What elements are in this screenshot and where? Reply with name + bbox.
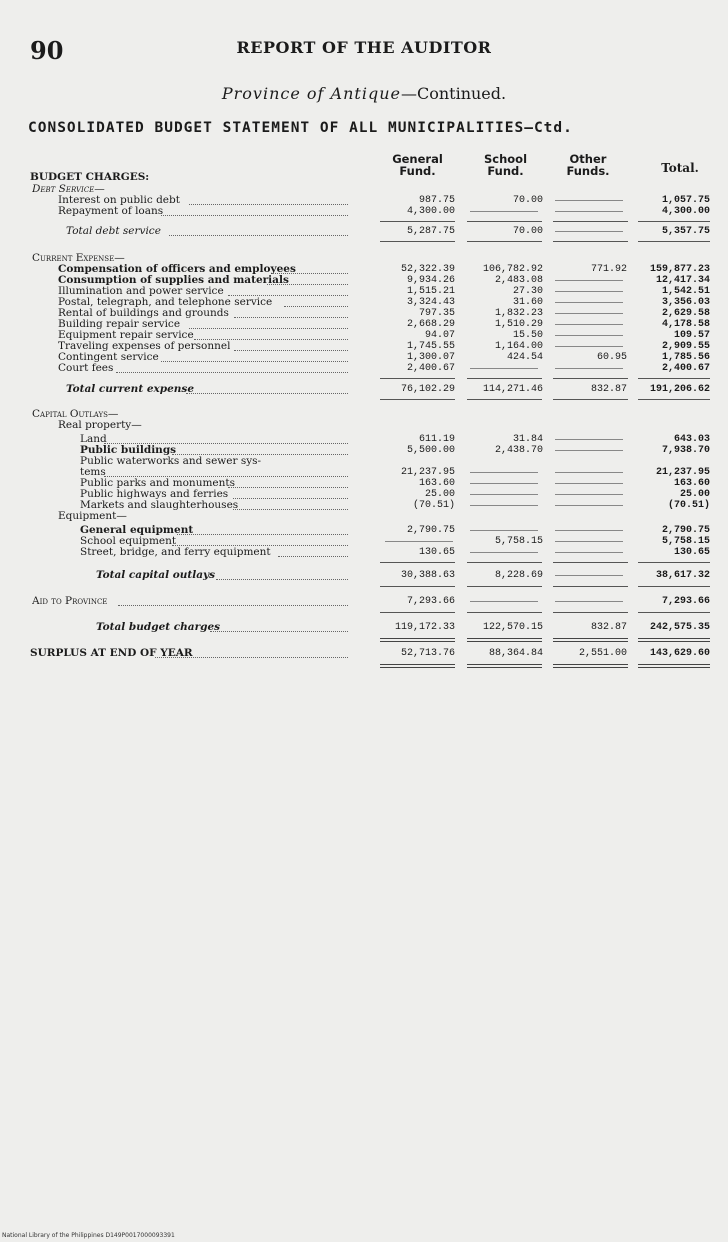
equipment-heading-label: Equipment— <box>58 511 127 522</box>
table-heading: CONSOLIDATED BUDGET STATEMENT OF ALL MUNICIPALITIES—Ctd. <box>28 120 573 136</box>
debt-service-row-1-leader <box>161 215 348 216</box>
equipment-row-0-other-blank <box>555 530 623 531</box>
current-expense-row-7-total: 2,909.55 <box>661 341 710 352</box>
real-property-row-3-total: 163.60 <box>673 478 710 489</box>
equipment-row-2-label: Street, bridge, and ferry equipment <box>80 547 271 558</box>
current-expense-row-1-total: 12,417.34 <box>655 275 710 286</box>
debt-service-total-total: 5,357.75 <box>661 226 710 237</box>
current-expense-row-8-total: 1,785.56 <box>661 352 710 363</box>
capital-outlays-total-rule-0 <box>380 586 455 587</box>
real-property-row-3-school-blank <box>470 483 538 484</box>
running-head: REPORT OF THE AUDITOR <box>236 38 492 57</box>
current-expense-total-leader <box>186 393 348 394</box>
real-property-row-4-general: 25.00 <box>424 489 455 500</box>
real-property-heading-label: Real property— <box>58 420 142 431</box>
current-expense-row-9-leader <box>116 372 348 373</box>
current-expense-row-0-leader <box>273 273 348 274</box>
debt-service-row-0-total: 1,057.75 <box>661 195 710 206</box>
column-header-total: Total. <box>661 161 699 175</box>
surplus-end-of-year-general: 52,713.76 <box>400 648 455 659</box>
column-header-other-funds: Other Funds. <box>566 152 610 178</box>
debt-service-total-general: 5,287.75 <box>406 226 455 237</box>
debt-service-total-school: 70.00 <box>512 226 543 237</box>
current-expense-row-3-total: 3,356.03 <box>661 297 710 308</box>
debt-service-total-leader <box>169 235 348 236</box>
capital-outlays-total-label: Total capital outlays <box>96 570 216 581</box>
current-expense-row-6-total: 109.57 <box>673 330 710 341</box>
real-property-row-5-leader <box>233 509 348 510</box>
current-expense-row-5-school: 1,510.29 <box>494 319 543 330</box>
equipment-row-0-label: General equipment <box>80 525 194 536</box>
debt-service-row-0-label: Interest on public debt <box>58 195 180 206</box>
capital-outlays-rule-0 <box>380 562 455 563</box>
current-expense-row-9-other-blank <box>555 368 623 369</box>
section-budget-charges <box>30 172 715 183</box>
equipment-row-0-leader <box>177 534 348 535</box>
current-expense-row-3-school: 31.60 <box>512 297 543 308</box>
aid-to-province-row-leader <box>118 605 348 606</box>
current-expense-row-7-school: 1,164.00 <box>494 341 543 352</box>
real-property-row-5 <box>30 500 715 511</box>
aid-to-province-row-label: Aid to Province <box>32 596 108 607</box>
current-expense-total-school: 114,271.46 <box>482 384 543 395</box>
real-property-row-2-line1-label: Public waterworks and sewer sys- <box>80 456 262 467</box>
current-expense-row-1-label: Consumption of supplies and materials <box>58 275 289 286</box>
real-property-row-0-school: 31.84 <box>512 434 543 445</box>
current-expense-row-8-leader <box>161 361 348 362</box>
current-expense-row-1 <box>30 275 715 286</box>
current-expense-row-3-general: 3,324.43 <box>406 297 455 308</box>
aid-to-province-row-school-blank <box>470 601 538 602</box>
current-expense-row-4 <box>30 308 715 319</box>
current-expense-row-6-leader <box>194 339 348 340</box>
current-expense-row-5 <box>30 319 715 330</box>
capital-outlays-total-rule-2 <box>553 586 628 587</box>
page-number: 90 <box>30 36 64 65</box>
capital-outlays-total-rule-3 <box>638 586 710 587</box>
current-expense-row-7-leader <box>234 350 348 351</box>
debt-service-heading-label: Debt Service— <box>32 184 105 195</box>
equipment-row-1-school: 5,758.15 <box>494 536 543 547</box>
current-expense-row-0-general: 52,322.39 <box>400 264 455 275</box>
current-expense-rule-0 <box>380 378 455 379</box>
current-expense-heading <box>30 253 715 264</box>
current-expense-row-9-total: 2,400.67 <box>661 363 710 374</box>
surplus-rule-1 <box>467 664 542 668</box>
real-property-row-1-general: 5,500.00 <box>406 445 455 456</box>
surplus-end-of-year-leader <box>155 657 348 658</box>
equipment-row-0 <box>30 525 715 536</box>
debt-service-heading <box>30 184 715 195</box>
capital-outlays-total-rule-1 <box>467 586 542 587</box>
current-expense-row-1-general: 9,934.26 <box>406 275 455 286</box>
debt-service-row-0-school: 70.00 <box>512 195 543 206</box>
real-property-row-1-label: Public buildings <box>80 445 177 456</box>
section-budget-charges-label: BUDGET CHARGES: <box>30 172 150 183</box>
surplus-end-of-year-label: SURPLUS AT END OF YEAR <box>30 648 193 659</box>
debt-service-row-0-general: 987.75 <box>418 195 455 206</box>
real-property-row-4-leader <box>233 498 348 499</box>
debt-service-rule-3 <box>638 221 710 222</box>
current-expense-row-4-general: 797.35 <box>418 308 455 319</box>
real-property-row-0-general: 611.19 <box>418 434 455 445</box>
debt-service-row-1-general: 4,300.00 <box>406 206 455 217</box>
debt-service-row-1-total: 4,300.00 <box>661 206 710 217</box>
real-property-row-0-leader <box>104 443 348 444</box>
real-property-row-1-total: 7,938.70 <box>661 445 710 456</box>
real-property-row-2-school-blank <box>470 472 538 473</box>
real-property-row-3-general: 163.60 <box>418 478 455 489</box>
real-property-row-4-school-blank <box>470 494 538 495</box>
real-property-row-3 <box>30 478 715 489</box>
total-budget-charges-total: 242,575.35 <box>649 622 710 633</box>
column-header-general-fund: General Fund. <box>392 152 443 178</box>
debt-service-total-label: Total debt service <box>66 226 161 237</box>
aid-to-province-rule-1 <box>467 612 542 613</box>
aid-to-province-row-total: 7,293.66 <box>661 596 710 607</box>
current-expense-row-2-other-blank <box>555 291 623 292</box>
current-expense-total-total: 191,206.62 <box>649 384 710 395</box>
capital-outlays-total <box>30 570 715 581</box>
current-expense-rule-2 <box>553 378 628 379</box>
current-expense-row-5-leader <box>189 328 348 329</box>
real-property-row-4-total: 25.00 <box>679 489 710 500</box>
capital-outlays-total-other-blank <box>555 575 623 576</box>
current-expense-row-2 <box>30 286 715 297</box>
capital-outlays-total-general: 30,388.63 <box>400 570 455 581</box>
capital-outlays-rule-1 <box>467 562 542 563</box>
total-budget-rule-0 <box>380 638 455 642</box>
total-budget-rule-1 <box>467 638 542 642</box>
current-expense-total-label: Total current expense <box>66 384 195 395</box>
total-budget-charges-general: 119,172.33 <box>394 622 455 633</box>
current-expense-row-8-general: 1,300.07 <box>406 352 455 363</box>
current-expense-row-2-leader <box>228 295 348 296</box>
equipment-row-0-school-blank <box>470 530 538 531</box>
real-property-row-0-label: Land <box>80 434 107 445</box>
equipment-row-0-general: 2,790.75 <box>406 525 455 536</box>
real-property-row-2-general: 21,237.95 <box>400 467 455 478</box>
current-expense-row-5-general: 2,668.29 <box>406 319 455 330</box>
capital-outlays-total-school: 8,228.69 <box>494 570 543 581</box>
current-expense-total-rule-3 <box>638 399 710 400</box>
current-expense-row-7-other-blank <box>555 346 623 347</box>
debt-service-row-1-school-blank <box>470 211 538 212</box>
debt-service-rule-1 <box>467 221 542 222</box>
real-property-row-5-general: (70.51) <box>412 500 455 511</box>
current-expense-row-7-general: 1,745.55 <box>406 341 455 352</box>
real-property-row-3-label: Public parks and monuments <box>80 478 235 489</box>
total-budget-charges-school: 122,570.15 <box>482 622 543 633</box>
real-property-row-4-other-blank <box>555 494 623 495</box>
real-property-row-2 <box>30 467 715 478</box>
real-property-row-1-other-blank <box>555 450 623 451</box>
current-expense-row-9-school-blank <box>470 368 538 369</box>
debt-service-total-rule-1 <box>467 241 542 242</box>
real-property-row-2-label: tems <box>80 467 106 478</box>
current-expense-row-6-label: Equipment repair service <box>58 330 194 341</box>
aid-to-province-row <box>30 596 715 607</box>
real-property-row-2-leader <box>104 476 348 477</box>
column-header-school-fund: School Fund. <box>483 152 528 178</box>
debt-service-total-other-blank <box>555 231 623 232</box>
surplus-end-of-year-school: 88,364.84 <box>488 648 543 659</box>
current-expense-row-3 <box>30 297 715 308</box>
surplus-rule-2 <box>553 664 628 668</box>
real-property-row-2-other-blank <box>555 472 623 473</box>
real-property-row-5-total: (70.51) <box>667 500 710 511</box>
current-expense-row-0 <box>30 264 715 275</box>
current-expense-row-1-leader <box>267 284 348 285</box>
current-expense-row-6 <box>30 330 715 341</box>
equipment-row-2-total: 130.65 <box>673 547 710 558</box>
current-expense-row-3-other-blank <box>555 302 623 303</box>
current-expense-row-7 <box>30 341 715 352</box>
current-expense-row-4-total: 2,629.58 <box>661 308 710 319</box>
current-expense-heading-label: Current Expense— <box>32 253 125 264</box>
footer-credit: National Library of the Philippines D149P0017000093391 <box>2 1232 175 1239</box>
current-expense-row-0-label: Compensation of officers and employees <box>58 264 296 275</box>
current-expense-row-4-other-blank <box>555 313 623 314</box>
real-property-row-5-label: Markets and slaughterhouses <box>80 500 239 511</box>
current-expense-row-2-general: 1,515.21 <box>406 286 455 297</box>
current-expense-row-5-label: Building repair service <box>58 319 181 330</box>
capital-outlays-total-total: 38,617.32 <box>655 570 710 581</box>
current-expense-total-rule-0 <box>380 399 455 400</box>
total-budget-rule-3 <box>638 638 710 642</box>
equipment-row-2-general: 130.65 <box>418 547 455 558</box>
current-expense-row-6-other-blank <box>555 335 623 336</box>
real-property-row-3-leader <box>228 487 348 488</box>
equipment-row-1-label: School equipment <box>80 536 177 547</box>
current-expense-row-2-label: Illumination and power service <box>58 286 224 297</box>
equipment-row-1 <box>30 536 715 547</box>
equipment-row-0-total: 2,790.75 <box>661 525 710 536</box>
equipment-row-1-leader <box>172 545 348 546</box>
current-expense-row-3-leader <box>284 306 348 307</box>
current-expense-row-6-school: 15.50 <box>512 330 543 341</box>
current-expense-row-4-leader <box>234 317 348 318</box>
aid-to-province-row-general: 7,293.66 <box>406 596 455 607</box>
real-property-row-2-total: 21,237.95 <box>655 467 710 478</box>
current-expense-row-5-other-blank <box>555 324 623 325</box>
debt-service-row-1-other-blank <box>555 211 623 212</box>
equipment-row-2 <box>30 547 715 558</box>
current-expense-row-2-total: 1,542.51 <box>661 286 710 297</box>
debt-service-row-0 <box>30 195 715 206</box>
current-expense-row-7-label: Traveling expenses of personnel <box>58 341 231 352</box>
equipment-row-1-general-blank <box>385 541 453 542</box>
capital-outlays-rule-3 <box>638 562 710 563</box>
real-property-row-5-other-blank <box>555 505 623 506</box>
current-expense-row-4-school: 1,832.23 <box>494 308 543 319</box>
current-expense-row-9-general: 2,400.67 <box>406 363 455 374</box>
current-expense-row-3-label: Postal, telegraph, and telephone service <box>58 297 273 308</box>
aid-to-province-rule-0 <box>380 612 455 613</box>
equipment-row-2-school-blank <box>470 552 538 553</box>
current-expense-row-5-total: 4,178.58 <box>661 319 710 330</box>
aid-to-province-row-other-blank <box>555 601 623 602</box>
current-expense-rule-1 <box>467 378 542 379</box>
surplus-rule-0 <box>380 664 455 668</box>
capital-outlays-total-leader <box>216 579 348 580</box>
equipment-heading <box>30 511 715 522</box>
debt-service-row-1 <box>30 206 715 217</box>
real-property-row-0-total: 643.03 <box>673 434 710 445</box>
current-expense-row-9-label: Court fees <box>58 363 114 374</box>
capital-outlays-heading-label: Capital Outlays— <box>32 409 119 420</box>
debt-service-rule-2 <box>553 221 628 222</box>
capital-outlays-heading <box>30 409 715 420</box>
surplus-end-of-year-other: 2,551.00 <box>578 648 627 659</box>
current-expense-row-0-school: 106,782.92 <box>482 264 543 275</box>
total-budget-charges <box>30 622 715 633</box>
current-expense-row-2-school: 27.30 <box>512 286 543 297</box>
real-property-row-2-line1 <box>30 456 715 467</box>
current-expense-row-0-total: 159,877.23 <box>649 264 710 275</box>
subtitle <box>0 84 728 103</box>
debt-service-rule-0 <box>380 221 455 222</box>
debt-service-total-rule-0 <box>380 241 455 242</box>
real-property-row-3-other-blank <box>555 483 623 484</box>
debt-service-row-0-other-blank <box>555 200 623 201</box>
equipment-row-1-total: 5,758.15 <box>661 536 710 547</box>
current-expense-total <box>30 384 715 395</box>
current-expense-row-8-other: 60.95 <box>596 352 627 363</box>
debt-service-total-rule-3 <box>638 241 710 242</box>
current-expense-row-1-school: 2,483.08 <box>494 275 543 286</box>
aid-to-province-rule-2 <box>553 612 628 613</box>
equipment-row-1-other-blank <box>555 541 623 542</box>
current-expense-total-general: 76,102.29 <box>400 384 455 395</box>
subtitle-province: Province of Antique <box>221 84 401 103</box>
total-budget-rule-2 <box>553 638 628 642</box>
current-expense-row-6-general: 94.07 <box>424 330 455 341</box>
debt-service-total <box>30 226 715 237</box>
current-expense-total-rule-1 <box>467 399 542 400</box>
real-property-row-1-leader <box>172 454 348 455</box>
current-expense-row-0-other: 771.92 <box>590 264 627 275</box>
total-budget-charges-other: 832.87 <box>590 622 627 633</box>
equipment-row-2-leader <box>278 556 348 557</box>
aid-to-province-rule-3 <box>638 612 710 613</box>
debt-service-row-0-leader <box>189 204 348 205</box>
current-expense-total-rule-2 <box>553 399 628 400</box>
total-budget-charges-label: Total budget charges <box>96 622 221 633</box>
real-property-row-0 <box>30 434 715 445</box>
current-expense-row-1-other-blank <box>555 280 623 281</box>
equipment-row-2-other-blank <box>555 552 623 553</box>
current-expense-row-8 <box>30 352 715 363</box>
real-property-heading <box>30 420 715 431</box>
capital-outlays-rule-2 <box>553 562 628 563</box>
current-expense-row-8-school: 424.54 <box>506 352 543 363</box>
current-expense-row-9 <box>30 363 715 374</box>
real-property-row-1 <box>30 445 715 456</box>
real-property-row-1-school: 2,438.70 <box>494 445 543 456</box>
debt-service-total-rule-2 <box>553 241 628 242</box>
current-expense-total-other: 832.87 <box>590 384 627 395</box>
real-property-row-4-label: Public highways and ferries <box>80 489 229 500</box>
real-property-row-4 <box>30 489 715 500</box>
subtitle-continued: —Continued. <box>400 84 507 103</box>
current-expense-row-8-label: Contingent service <box>58 352 159 363</box>
current-expense-row-4-label: Rental of buildings and grounds <box>58 308 229 319</box>
surplus-end-of-year <box>30 648 715 659</box>
real-property-row-5-school-blank <box>470 505 538 506</box>
surplus-end-of-year-total: 143,629.60 <box>649 648 710 659</box>
total-budget-charges-leader <box>210 631 348 632</box>
current-expense-rule-3 <box>638 378 710 379</box>
debt-service-row-1-label: Repayment of loans <box>58 206 164 217</box>
real-property-row-0-other-blank <box>555 439 623 440</box>
surplus-rule-3 <box>638 664 710 668</box>
